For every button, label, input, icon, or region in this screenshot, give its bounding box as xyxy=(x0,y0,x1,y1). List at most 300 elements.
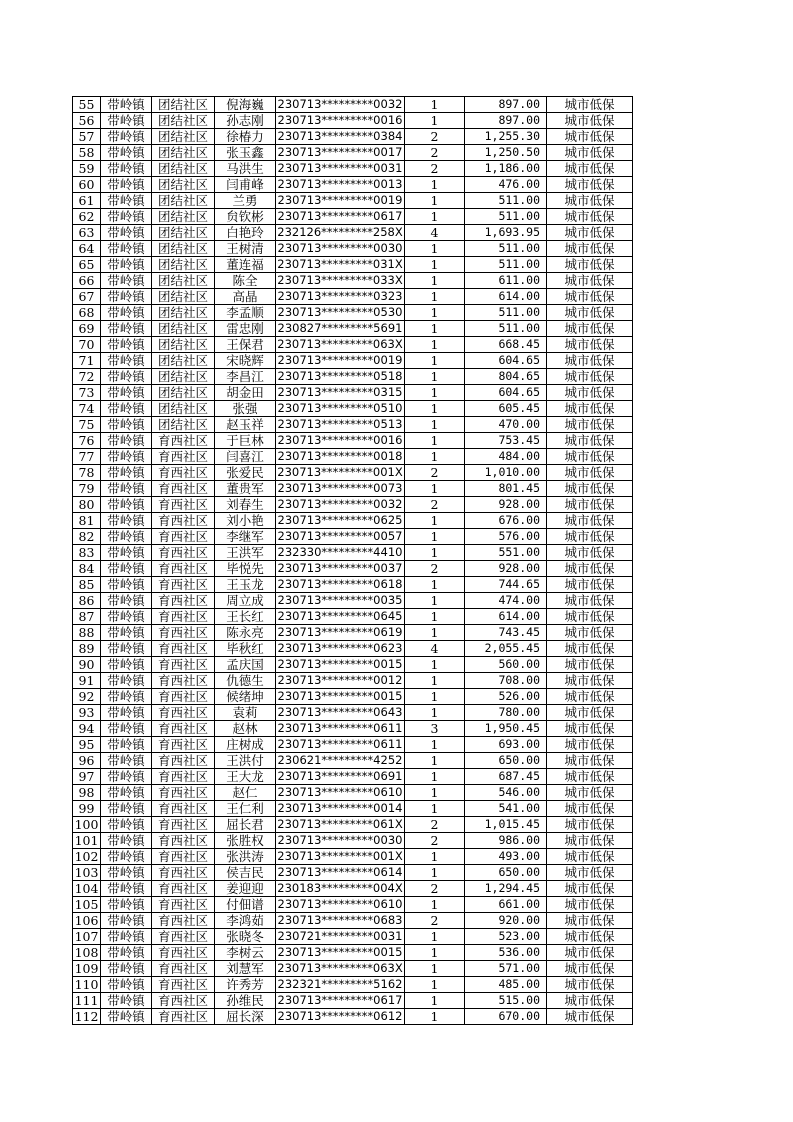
table-row xyxy=(73,705,633,721)
row-number-cell: 71 xyxy=(73,353,101,369)
amount-cell: 2,055.45 xyxy=(465,641,547,657)
community-cell: 育西社区 xyxy=(152,753,215,769)
amount-cell: 493.00 xyxy=(465,849,547,865)
id-number-cell: 230713*********0014 xyxy=(276,801,405,817)
town-cell: 带岭镇 xyxy=(101,337,152,353)
table-row xyxy=(73,545,633,561)
assistance-type-cell: 城市低保 xyxy=(547,849,633,865)
town-cell: 带岭镇 xyxy=(101,177,152,193)
assistance-type-cell: 城市低保 xyxy=(547,305,633,321)
id-number-cell: 230713*********0612 xyxy=(276,1009,405,1025)
id-number-cell: 232330*********4410 xyxy=(276,545,405,561)
table-row xyxy=(73,929,633,945)
amount-cell: 744.65 xyxy=(465,577,547,593)
id-number-cell: 230713*********0618 xyxy=(276,577,405,593)
amount-cell: 753.45 xyxy=(465,433,547,449)
town-cell: 带岭镇 xyxy=(101,401,152,417)
assistance-type-cell: 城市低保 xyxy=(547,241,633,257)
id-number-cell: 230713*********063X xyxy=(277,961,403,975)
assistance-type-cell: 城市低保 xyxy=(547,561,633,577)
household-count-cell: 1 xyxy=(405,1009,465,1025)
id-number-cell: 230713*********0384 xyxy=(276,129,405,145)
community-cell: 团结社区 xyxy=(152,417,215,433)
row-number-cell: 101 xyxy=(73,833,101,849)
town-cell: 带岭镇 xyxy=(101,689,152,705)
name-cell: 张玉鑫 xyxy=(215,145,276,161)
community-cell: 育西社区 xyxy=(152,593,215,609)
amount-cell: 536.00 xyxy=(465,945,547,961)
name-cell: 王树清 xyxy=(215,241,276,257)
name-cell: 张晓冬 xyxy=(215,929,276,945)
amount-cell: 1,693.95 xyxy=(465,225,547,241)
town-cell: 带岭镇 xyxy=(101,513,152,529)
row-number-cell: 69 xyxy=(73,321,101,337)
row-number-cell: 60 xyxy=(73,177,101,193)
town-cell: 带岭镇 xyxy=(101,321,152,337)
row-number-cell: 91 xyxy=(73,673,101,689)
row-number-cell: 72 xyxy=(73,369,101,385)
community-cell: 育西社区 xyxy=(152,625,215,641)
table-row xyxy=(73,801,633,817)
town-cell: 带岭镇 xyxy=(101,273,152,289)
town-cell: 带岭镇 xyxy=(101,977,152,993)
row-number-cell: 95 xyxy=(73,737,101,753)
community-cell: 育西社区 xyxy=(152,481,215,497)
town-cell: 带岭镇 xyxy=(101,161,152,177)
assistance-type-cell: 城市低保 xyxy=(547,337,633,353)
amount-cell: 920.00 xyxy=(465,913,547,929)
town-cell: 带岭镇 xyxy=(101,753,152,769)
community-cell: 团结社区 xyxy=(152,97,215,113)
amount-cell: 611.00 xyxy=(465,273,547,289)
town-cell: 带岭镇 xyxy=(101,961,152,977)
community-cell: 育西社区 xyxy=(152,465,215,481)
table-row xyxy=(73,785,633,801)
assistance-type-cell: 城市低保 xyxy=(547,769,633,785)
town-cell: 带岭镇 xyxy=(101,609,152,625)
town-cell: 带岭镇 xyxy=(101,577,152,593)
amount-cell: 650.00 xyxy=(465,865,547,881)
table-row xyxy=(73,305,633,321)
amount-cell: 476.00 xyxy=(465,177,547,193)
community-cell: 育西社区 xyxy=(152,801,215,817)
town-cell: 带岭镇 xyxy=(101,129,152,145)
id-number-cell: 230713*********0015 xyxy=(276,945,405,961)
assistance-type-cell: 城市低保 xyxy=(547,609,633,625)
community-cell: 育西社区 xyxy=(152,577,215,593)
town-cell: 带岭镇 xyxy=(101,625,152,641)
row-number-cell: 112 xyxy=(73,1009,101,1025)
id-number-cell: 230713*********0012 xyxy=(276,673,405,689)
table-row xyxy=(73,161,633,177)
town-cell: 带岭镇 xyxy=(101,993,152,1009)
row-number-cell: 109 xyxy=(73,961,101,977)
row-number-cell: 73 xyxy=(73,385,101,401)
amount-cell: 604.65 xyxy=(465,353,547,369)
row-number-cell: 106 xyxy=(73,913,101,929)
community-cell: 育西社区 xyxy=(152,833,215,849)
household-count-cell: 1 xyxy=(405,801,465,817)
row-number-cell: 67 xyxy=(73,289,101,305)
amount-cell: 576.00 xyxy=(465,529,547,545)
id-number-cell: 230713*********0610 xyxy=(276,785,405,801)
household-count-cell: 1 xyxy=(405,705,465,721)
row-number-cell: 105 xyxy=(73,897,101,913)
table-row xyxy=(73,97,633,113)
name-cell: 李树云 xyxy=(215,945,276,961)
id-number-cell: 230713*********0683 xyxy=(276,913,405,929)
name-cell: 王玉龙 xyxy=(215,577,276,593)
table-row xyxy=(73,289,633,305)
name-cell: 孙维民 xyxy=(215,993,276,1009)
row-number-cell: 94 xyxy=(73,721,101,737)
row-number-cell: 62 xyxy=(73,209,101,225)
name-cell: 李鸿茹 xyxy=(215,913,276,929)
table-row xyxy=(73,721,633,737)
assistance-type-cell: 城市低保 xyxy=(547,417,633,433)
row-number-cell: 56 xyxy=(73,113,101,129)
id-number-cell: 230713*********061X xyxy=(277,817,403,831)
row-number-cell: 89 xyxy=(73,641,101,657)
name-cell: 王洪军 xyxy=(215,545,276,561)
assistance-type-cell: 城市低保 xyxy=(547,129,633,145)
name-cell: 刘春生 xyxy=(215,497,276,513)
row-number-cell: 70 xyxy=(73,337,101,353)
name-cell: 兰勇 xyxy=(215,193,276,209)
assistance-type-cell: 城市低保 xyxy=(547,225,633,241)
assistance-type-cell: 城市低保 xyxy=(547,865,633,881)
community-cell: 团结社区 xyxy=(152,305,215,321)
id-number-cell: 230713*********0611 xyxy=(276,737,405,753)
table-body xyxy=(73,97,633,1025)
household-count-cell: 1 xyxy=(405,529,465,545)
name-cell: 闫甫峰 xyxy=(215,177,276,193)
amount-cell: 511.00 xyxy=(465,321,547,337)
amount-cell: 511.00 xyxy=(465,257,547,273)
row-number-cell: 86 xyxy=(73,593,101,609)
town-cell: 带岭镇 xyxy=(101,929,152,945)
town-cell: 带岭镇 xyxy=(101,593,152,609)
row-number-cell: 65 xyxy=(73,257,101,273)
town-cell: 带岭镇 xyxy=(101,369,152,385)
amount-cell: 693.00 xyxy=(465,737,547,753)
name-cell: 马洪生 xyxy=(215,161,276,177)
name-cell: 毕悦先 xyxy=(215,561,276,577)
row-number-cell: 76 xyxy=(73,433,101,449)
name-cell: 付佃谱 xyxy=(215,897,276,913)
household-count-cell: 1 xyxy=(405,193,465,209)
amount-cell: 928.00 xyxy=(465,561,547,577)
table-row xyxy=(73,913,633,929)
row-number-cell: 59 xyxy=(73,161,101,177)
row-number-cell: 64 xyxy=(73,241,101,257)
table-row xyxy=(73,417,633,433)
id-number-cell: 230713*********0019 xyxy=(276,353,405,369)
row-number-cell: 90 xyxy=(73,657,101,673)
household-count-cell: 2 xyxy=(405,561,465,577)
name-cell: 张胜权 xyxy=(215,833,276,849)
household-count-cell: 1 xyxy=(405,449,465,465)
row-number-cell: 81 xyxy=(73,513,101,529)
community-cell: 团结社区 xyxy=(152,369,215,385)
id-number-cell: 230713*********033X xyxy=(277,273,403,287)
name-cell: 宋晓辉 xyxy=(215,353,276,369)
table-row xyxy=(73,177,633,193)
community-cell: 育西社区 xyxy=(152,721,215,737)
amount-cell: 474.00 xyxy=(465,593,547,609)
town-cell: 带岭镇 xyxy=(101,529,152,545)
assistance-type-cell: 城市低保 xyxy=(547,177,633,193)
name-cell: 刘小艳 xyxy=(215,513,276,529)
name-cell: 孙志刚 xyxy=(215,113,276,129)
household-count-cell: 1 xyxy=(405,577,465,593)
assistance-type-cell: 城市低保 xyxy=(547,705,633,721)
household-count-cell: 1 xyxy=(405,369,465,385)
assistance-type-cell: 城市低保 xyxy=(547,833,633,849)
row-number-cell: 78 xyxy=(73,465,101,481)
table-row xyxy=(73,961,633,977)
name-cell: 张爱民 xyxy=(215,465,276,481)
table-row xyxy=(73,849,633,865)
household-count-cell: 4 xyxy=(405,225,465,241)
row-number-cell: 85 xyxy=(73,577,101,593)
assistance-type-cell: 城市低保 xyxy=(547,929,633,945)
name-cell: 刘慧军 xyxy=(215,961,276,977)
table-row xyxy=(73,337,633,353)
assistance-type-cell: 城市低保 xyxy=(547,257,633,273)
household-count-cell: 1 xyxy=(405,865,465,881)
amount-cell: 1,010.00 xyxy=(465,465,547,481)
community-cell: 团结社区 xyxy=(152,337,215,353)
row-number-cell: 98 xyxy=(73,785,101,801)
household-count-cell: 1 xyxy=(405,593,465,609)
table-row xyxy=(73,993,633,1009)
community-cell: 育西社区 xyxy=(152,913,215,929)
name-cell: 屈长君 xyxy=(215,817,276,833)
community-cell: 育西社区 xyxy=(152,785,215,801)
assistance-type-cell: 城市低保 xyxy=(547,209,633,225)
household-count-cell: 2 xyxy=(405,817,465,833)
id-number-cell: 230713*********0015 xyxy=(276,657,405,673)
table-row xyxy=(73,609,633,625)
row-number-cell: 75 xyxy=(73,417,101,433)
row-number-cell: 110 xyxy=(73,977,101,993)
table-row xyxy=(73,353,633,369)
town-cell: 带岭镇 xyxy=(101,257,152,273)
row-number-cell: 74 xyxy=(73,401,101,417)
town-cell: 带岭镇 xyxy=(101,865,152,881)
community-cell: 团结社区 xyxy=(152,353,215,369)
row-number-cell: 100 xyxy=(73,817,101,833)
name-cell: 王仁利 xyxy=(215,801,276,817)
name-cell: 周立成 xyxy=(215,593,276,609)
household-count-cell: 1 xyxy=(405,737,465,753)
row-number-cell: 107 xyxy=(73,929,101,945)
table-row xyxy=(73,257,633,273)
data-table xyxy=(72,96,633,1025)
community-cell: 团结社区 xyxy=(152,225,215,241)
household-count-cell: 2 xyxy=(405,833,465,849)
household-count-cell: 2 xyxy=(405,129,465,145)
table-row xyxy=(73,449,633,465)
row-number-cell: 77 xyxy=(73,449,101,465)
table-row xyxy=(73,1009,633,1025)
household-count-cell: 1 xyxy=(405,481,465,497)
name-cell: 李继军 xyxy=(215,529,276,545)
name-cell: 高晶 xyxy=(215,289,276,305)
assistance-type-cell: 城市低保 xyxy=(547,689,633,705)
assistance-type-cell: 城市低保 xyxy=(547,481,633,497)
id-number-cell: 230721*********0031 xyxy=(276,929,405,945)
id-number-cell: 230713*********0619 xyxy=(276,625,405,641)
community-cell: 团结社区 xyxy=(152,209,215,225)
id-number-cell: 230713*********0031 xyxy=(276,161,405,177)
name-cell: 雷忠刚 xyxy=(215,321,276,337)
town-cell: 带岭镇 xyxy=(101,353,152,369)
community-cell: 育西社区 xyxy=(152,945,215,961)
name-cell: 王保君 xyxy=(215,337,276,353)
assistance-type-cell: 城市低保 xyxy=(547,433,633,449)
amount-cell: 560.00 xyxy=(465,657,547,673)
town-cell: 带岭镇 xyxy=(101,433,152,449)
town-cell: 带岭镇 xyxy=(101,385,152,401)
amount-cell: 897.00 xyxy=(465,97,547,113)
id-number-cell: 230713*********0037 xyxy=(276,561,405,577)
table-row xyxy=(73,945,633,961)
amount-cell: 1,015.45 xyxy=(465,817,547,833)
community-cell: 育西社区 xyxy=(152,705,215,721)
community-cell: 育西社区 xyxy=(152,961,215,977)
amount-cell: 1,294.45 xyxy=(465,881,547,897)
name-cell: 姜迎迎 xyxy=(215,881,276,897)
assistance-type-cell: 城市低保 xyxy=(547,401,633,417)
table-row xyxy=(73,657,633,673)
row-number-cell: 57 xyxy=(73,129,101,145)
town-cell: 带岭镇 xyxy=(101,881,152,897)
name-cell: 李孟顺 xyxy=(215,305,276,321)
assistance-type-cell: 城市低保 xyxy=(547,993,633,1009)
town-cell: 带岭镇 xyxy=(101,673,152,689)
name-cell: 王洪付 xyxy=(215,753,276,769)
name-cell: 张洪涛 xyxy=(215,849,276,865)
amount-cell: 708.00 xyxy=(465,673,547,689)
household-count-cell: 1 xyxy=(405,353,465,369)
table-row xyxy=(73,321,633,337)
table-row xyxy=(73,673,633,689)
community-cell: 团结社区 xyxy=(152,177,215,193)
row-number-cell: 61 xyxy=(73,193,101,209)
assistance-type-cell: 城市低保 xyxy=(547,145,633,161)
household-count-cell: 1 xyxy=(405,209,465,225)
town-cell: 带岭镇 xyxy=(101,785,152,801)
name-cell: 候绪坤 xyxy=(215,689,276,705)
amount-cell: 676.00 xyxy=(465,513,547,529)
table-row xyxy=(73,593,633,609)
assistance-type-cell: 城市低保 xyxy=(547,97,633,113)
table-row xyxy=(73,369,633,385)
row-number-cell: 66 xyxy=(73,273,101,289)
id-number-cell: 230713*********0645 xyxy=(276,609,405,625)
household-count-cell: 2 xyxy=(405,161,465,177)
community-cell: 团结社区 xyxy=(152,385,215,401)
household-count-cell: 1 xyxy=(405,433,465,449)
id-number-cell: 230713*********0518 xyxy=(276,369,405,385)
assistance-type-cell: 城市低保 xyxy=(547,161,633,177)
assistance-type-cell: 城市低保 xyxy=(547,753,633,769)
name-cell: 王长红 xyxy=(215,609,276,625)
row-number-cell: 80 xyxy=(73,497,101,513)
assistance-type-cell: 城市低保 xyxy=(547,673,633,689)
amount-cell: 571.00 xyxy=(465,961,547,977)
household-count-cell: 1 xyxy=(405,689,465,705)
community-cell: 育西社区 xyxy=(152,689,215,705)
amount-cell: 515.00 xyxy=(465,993,547,1009)
assistance-type-cell: 城市低保 xyxy=(547,113,633,129)
town-cell: 带岭镇 xyxy=(101,225,152,241)
amount-cell: 523.00 xyxy=(465,929,547,945)
amount-cell: 546.00 xyxy=(465,785,547,801)
id-number-cell: 230713*********0018 xyxy=(276,449,405,465)
community-cell: 团结社区 xyxy=(152,113,215,129)
assistance-type-cell: 城市低保 xyxy=(547,513,633,529)
table-row xyxy=(73,209,633,225)
community-cell: 育西社区 xyxy=(152,529,215,545)
row-number-cell: 96 xyxy=(73,753,101,769)
amount-cell: 526.00 xyxy=(465,689,547,705)
community-cell: 育西社区 xyxy=(152,977,215,993)
amount-cell: 470.00 xyxy=(465,417,547,433)
name-cell: 倪海巍 xyxy=(215,97,276,113)
assistance-type-cell: 城市低保 xyxy=(547,737,633,753)
table-row xyxy=(73,433,633,449)
assistance-type-cell: 城市低保 xyxy=(547,625,633,641)
id-number-cell: 230713*********0617 xyxy=(276,993,405,1009)
table-row xyxy=(73,881,633,897)
household-count-cell: 1 xyxy=(405,961,465,977)
id-number-cell: 230713*********001X xyxy=(277,849,403,863)
household-count-cell: 1 xyxy=(405,305,465,321)
town-cell: 带岭镇 xyxy=(101,705,152,721)
household-count-cell: 1 xyxy=(405,241,465,257)
assistance-type-cell: 城市低保 xyxy=(547,529,633,545)
name-cell: 于巨林 xyxy=(215,433,276,449)
id-number-cell: 230713*********0017 xyxy=(276,145,405,161)
town-cell: 带岭镇 xyxy=(101,849,152,865)
table-row xyxy=(73,817,633,833)
assistance-type-cell: 城市低保 xyxy=(547,657,633,673)
household-count-cell: 1 xyxy=(405,545,465,561)
name-cell: 贠钦彬 xyxy=(215,209,276,225)
household-count-cell: 1 xyxy=(405,417,465,433)
table-row xyxy=(73,225,633,241)
town-cell: 带岭镇 xyxy=(101,657,152,673)
amount-cell: 986.00 xyxy=(465,833,547,849)
town-cell: 带岭镇 xyxy=(101,497,152,513)
amount-cell: 780.00 xyxy=(465,705,547,721)
id-number-cell: 230713*********0691 xyxy=(276,769,405,785)
assistance-type-cell: 城市低保 xyxy=(547,897,633,913)
table-row xyxy=(73,129,633,145)
amount-cell: 804.65 xyxy=(465,369,547,385)
table-row xyxy=(73,401,633,417)
name-cell: 陈全 xyxy=(215,273,276,289)
name-cell: 仇德生 xyxy=(215,673,276,689)
amount-cell: 928.00 xyxy=(465,497,547,513)
community-cell: 育西社区 xyxy=(152,993,215,1009)
row-number-cell: 97 xyxy=(73,769,101,785)
assistance-type-cell: 城市低保 xyxy=(547,193,633,209)
community-cell: 团结社区 xyxy=(152,161,215,177)
